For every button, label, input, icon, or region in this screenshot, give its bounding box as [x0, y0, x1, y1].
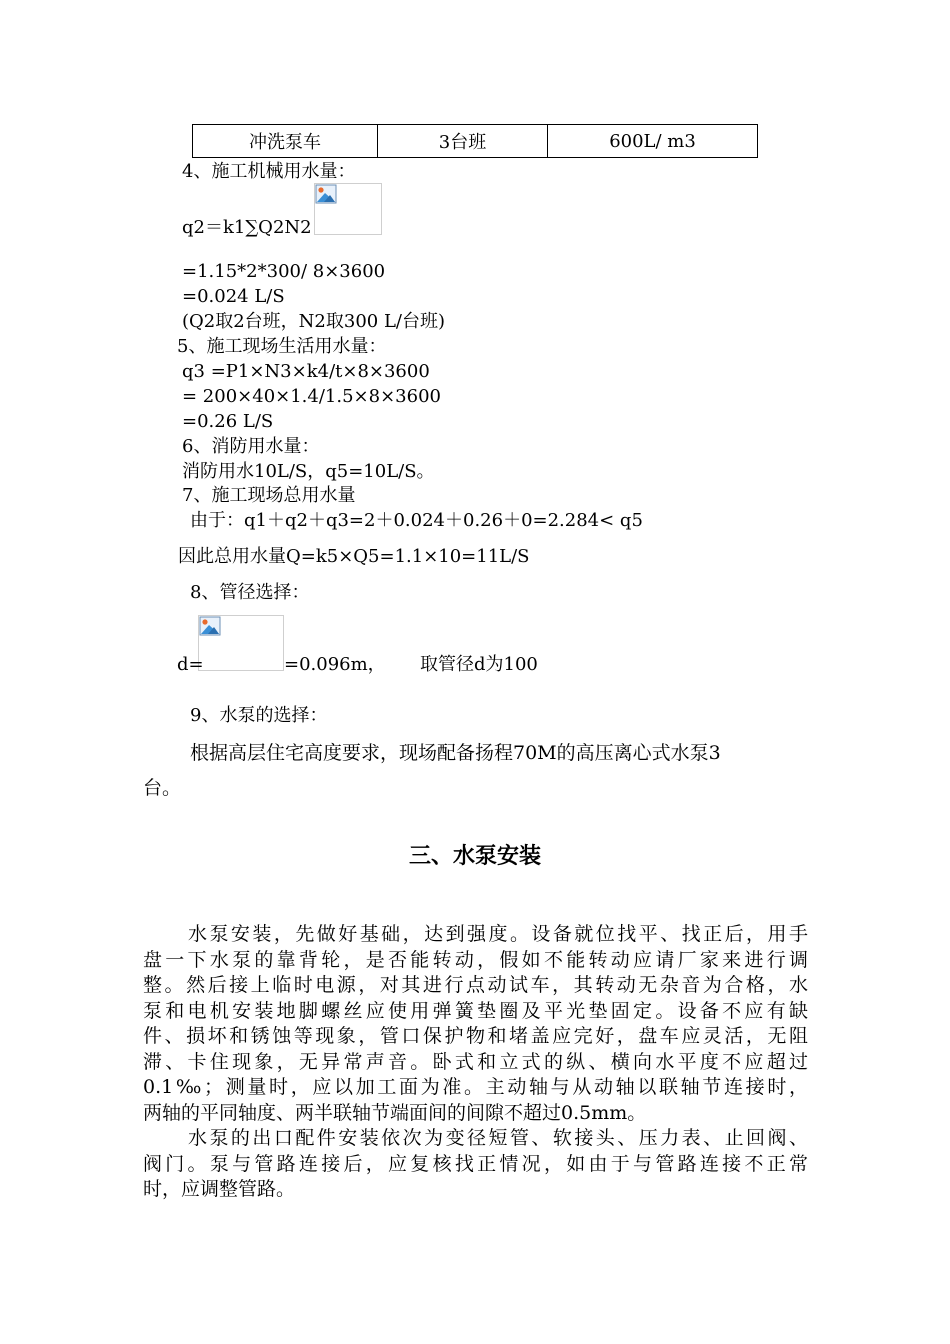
pipe-diameter-prefix: d= [177, 654, 204, 675]
paragraph-line: 时，应调整管路。 [143, 1178, 296, 1200]
outlet-fittings-paragraph [143, 1126, 808, 1203]
q3-result: =0.26 L/S [182, 411, 274, 432]
paragraph-line: 件、损坏和锈蚀等现象，管口保护物和堵盖应完好，盘车应灵活，无阻 [143, 1025, 808, 1047]
paragraph-line: 泵和电机安装地脚螺丝应使用弹簧垫圈及平光垫固定。设备不应有缺 [143, 999, 808, 1022]
q2-result: =0.024 L/S [182, 286, 285, 307]
paragraph-line: 两轴的平同轴度、两半联轴节端面间的间隙不超过0.5mm。 [143, 1101, 647, 1124]
paragraph-line: 水泵的出口配件安装依次为变径短管、软接头、压力表、止回阀、 [188, 1127, 808, 1149]
section-heading: 三、水泵安装 [408, 844, 541, 869]
section-9-title: 9、水泵的选择： [190, 705, 328, 726]
paragraph-line: 0.1‰；测量时，应以加工面为准。主动轴与从动轴以联轴节连接时， [143, 1076, 808, 1098]
paragraph-line: 整。然后接上临时电源，对其进行点动试车，其转动无杂音为合格，水 [143, 974, 808, 996]
q3-calculation: = 200×40×1.4/1.5×8×3600 [182, 386, 441, 407]
sum-calculation: 由于：q1＋q2＋q3=2＋0.024＋0.26＋0=2.284< q5 [190, 510, 643, 531]
table-cell-water-usage: 600L/ m3 [548, 125, 758, 158]
q2-formula: q2＝k1∑Q2N2 [182, 217, 312, 238]
paragraph-line: 滞、卡住现象，无异常声音。卧式和立式的纵、横向水平度不应超过 [143, 1050, 808, 1073]
broken-image-icon [314, 183, 382, 235]
fire-water-usage: 消防用水10L/S，q5=10L/S。 [182, 461, 435, 482]
section-4-title: 4、施工机械用水量： [182, 161, 356, 182]
total-water-usage: 因此总用水量Q=k5×Q5=1.1×10=11L/S [178, 546, 530, 567]
paragraph-line: 阀门。泵与管路连接后，应复核找正情况，如由于与管路连接不正常 [143, 1152, 808, 1175]
section-5-title: 5、施工现场生活用水量： [177, 336, 387, 357]
pipe-diameter-result: =0.096m， [284, 654, 386, 675]
section-6-title: 6、消防用水量： [182, 436, 320, 457]
paragraph-line: 水泵安装，先做好基础，达到强度。设备就位找平、找正后，用手 [188, 923, 808, 945]
section-7-title: 7、施工现场总用水量 [182, 485, 356, 506]
q2-note: (Q2取2台班，N2取300 L/台班) [182, 311, 446, 332]
table-row [193, 125, 758, 158]
pump-selection-text: 根据高层住宅高度要求，现场配备扬程70M的高压离心式水泵3 [190, 742, 721, 764]
table-cell-shifts: 3台班 [378, 125, 548, 158]
pump-selection-text-end: 台。 [143, 777, 182, 799]
equipment-table [192, 124, 758, 158]
q3-formula: q3 =P1×N3×k4/t×8×3600 [182, 361, 430, 382]
paragraph-line: 盘一下水泵的靠背轮，是否能转动，假如不能转动应请厂家来进行调 [143, 948, 808, 971]
broken-image-icon [198, 615, 284, 671]
q2-calculation: =1.15*2*300/ 8×3600 [182, 261, 386, 282]
section-8-title: 8、管径选择： [190, 582, 310, 603]
pipe-diameter-choice: 取管径d为100 [420, 654, 538, 675]
installation-paragraph [143, 922, 808, 1126]
table-cell-name: 冲洗泵车 [193, 125, 378, 158]
